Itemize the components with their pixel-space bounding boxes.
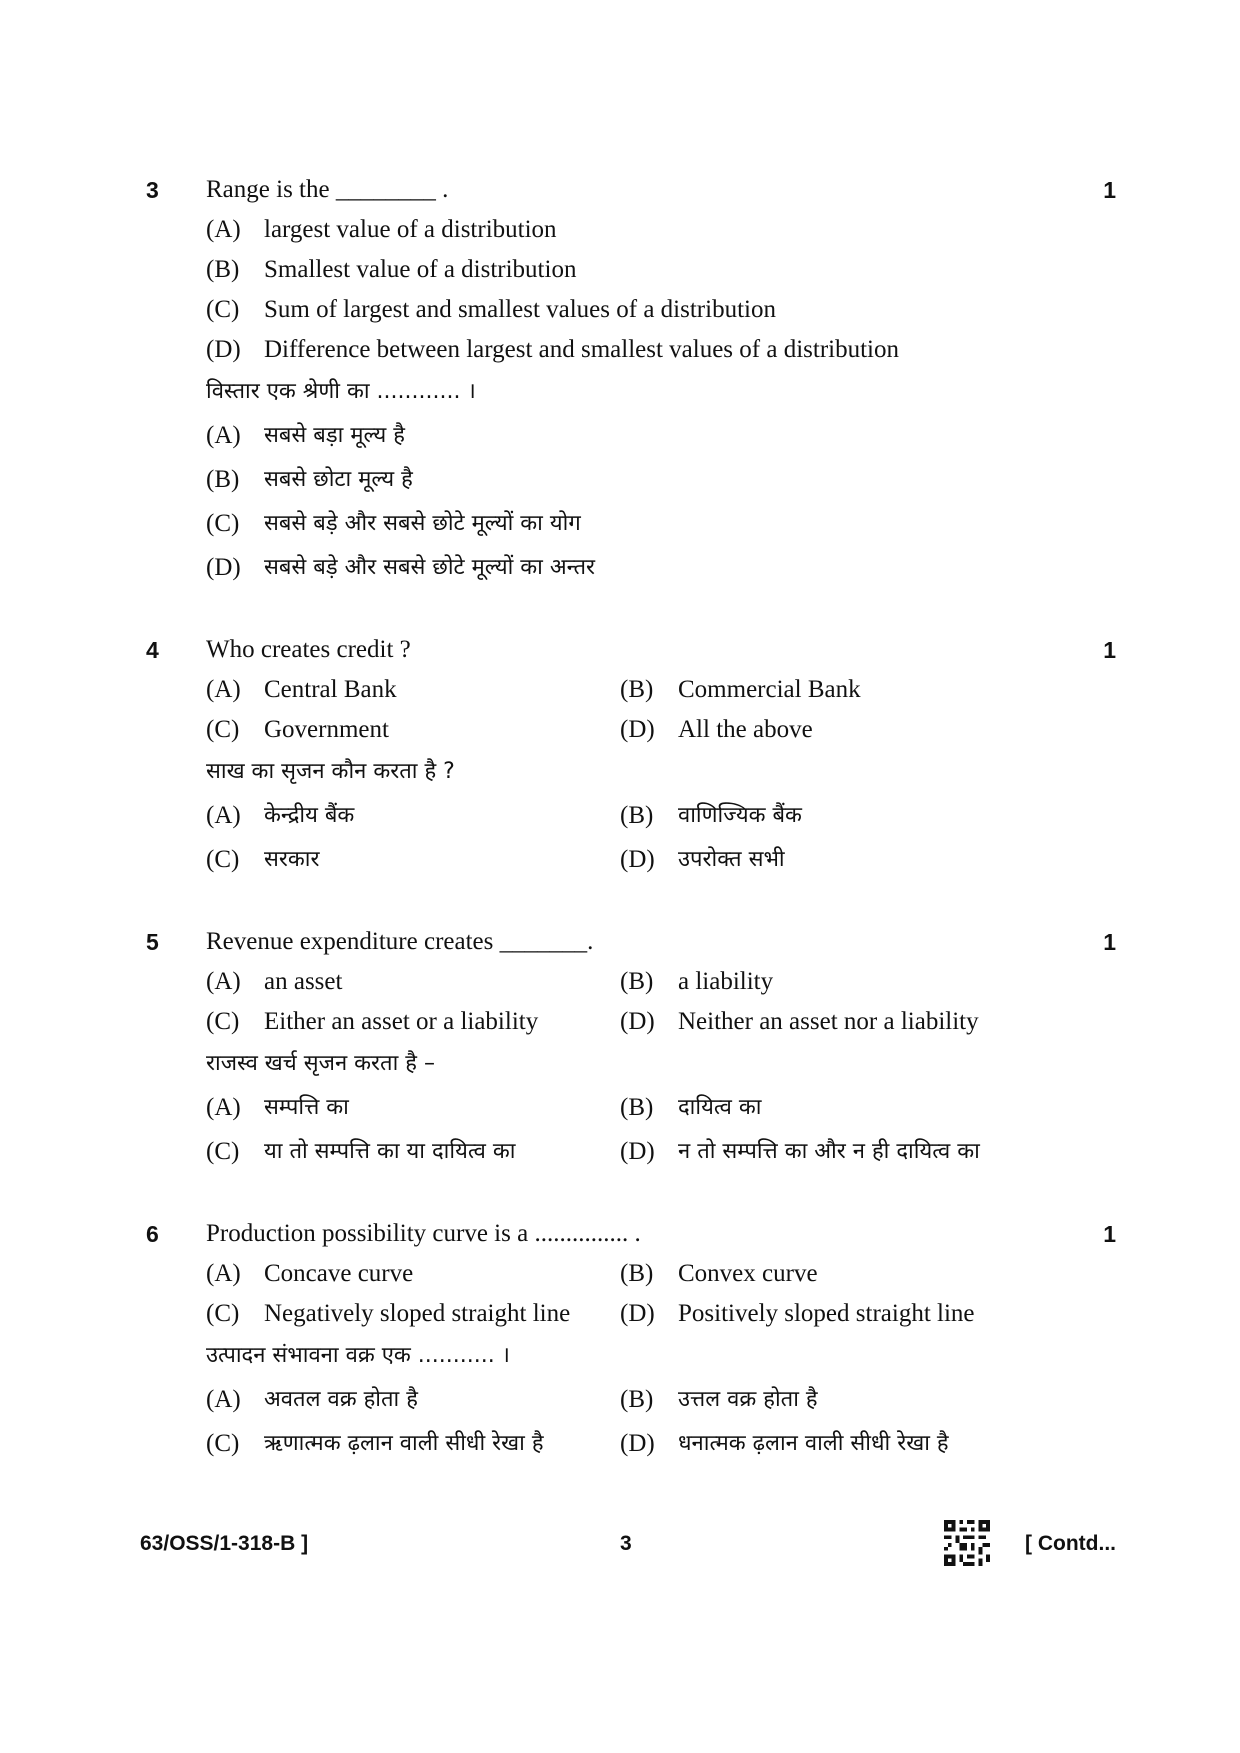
question-number: 5: [146, 929, 159, 955]
page-number: 3: [620, 1532, 632, 1555]
option-label: (C): [206, 1430, 240, 1457]
option-label: (C): [206, 510, 240, 537]
option-text: Difference between largest and smallest values of a distribution: [264, 336, 899, 363]
option-row: [140, 1254, 1120, 1294]
option-text: an asset: [264, 968, 343, 995]
option-text: Smallest value of a distribution: [264, 256, 577, 283]
option-text: Positively sloped straight line: [678, 1300, 975, 1327]
option-row: [140, 210, 1120, 250]
option-text: Sum of largest and smallest values of a distribution: [264, 296, 776, 323]
question-marks: 1: [1103, 1221, 1116, 1247]
option-row: [140, 1294, 1120, 1334]
option-row: [140, 1378, 1120, 1422]
option-label: (A): [206, 1260, 241, 1287]
option-row: [140, 670, 1120, 710]
option-label: (D): [620, 716, 655, 743]
question-marks: 1: [1103, 177, 1116, 203]
option-text: All the above: [678, 716, 813, 743]
option-label: (C): [206, 1300, 240, 1327]
option-row: [140, 794, 1120, 838]
option-row: [140, 1002, 1120, 1042]
question-number: 4: [146, 637, 159, 663]
option-row: [140, 330, 1120, 370]
option-label: (B): [620, 676, 654, 703]
option-text: केन्द्रीय बैंक: [264, 803, 355, 828]
option-label: (D): [206, 554, 241, 581]
question-5: [140, 922, 1120, 1174]
question-number: 6: [146, 1221, 159, 1247]
option-row: [140, 962, 1120, 1002]
question-marks: 1: [1103, 929, 1116, 955]
question-header: [140, 922, 1120, 962]
question-4: [140, 630, 1120, 882]
paper-code: 63/OSS/1-318-B ]: [140, 1532, 309, 1555]
page-footer: [140, 1520, 1120, 1570]
option-label: (C): [206, 846, 240, 873]
option-text: Concave curve: [264, 1260, 414, 1287]
option-label: (C): [206, 1138, 240, 1165]
hindi-question-row: [140, 1334, 1120, 1378]
option-text: धनात्मक ढ़लान वाली सीधी रेखा है: [678, 1431, 949, 1456]
option-row: [140, 838, 1120, 882]
option-text: largest value of a distribution: [264, 216, 557, 243]
option-label: (B): [206, 256, 240, 283]
option-text: उत्तल वक्र होता है: [678, 1387, 818, 1412]
option-text: अवतल वक्र होता है: [264, 1387, 418, 1412]
option-label: (A): [206, 1386, 241, 1413]
question-header: [140, 1214, 1120, 1254]
question-number: 3: [146, 177, 159, 203]
hindi-question-row: [140, 750, 1120, 794]
option-text: a liability: [678, 968, 774, 995]
question-text: Who creates credit ?: [206, 636, 411, 663]
option-label: (C): [206, 716, 240, 743]
question-marks: 1: [1103, 637, 1116, 663]
continued-label: [ Contd...: [1025, 1532, 1116, 1555]
option-label: (D): [620, 1008, 655, 1035]
hindi-question-text: उत्पादन संभावना वक्र एक ........... ।: [206, 1343, 511, 1368]
option-label: (D): [620, 846, 655, 873]
option-row: [140, 458, 1120, 502]
option-label: (D): [206, 336, 241, 363]
option-label: (B): [620, 1260, 654, 1287]
option-text: वाणिज्यिक बैंक: [678, 803, 802, 828]
option-row: [140, 250, 1120, 290]
option-text: सरकार: [264, 847, 320, 872]
option-label: (B): [620, 1094, 654, 1121]
option-text: Negatively sloped straight line: [264, 1300, 571, 1327]
option-row: [140, 1130, 1120, 1174]
option-label: (C): [206, 1008, 240, 1035]
qr-code-icon: [944, 1520, 990, 1566]
question-text: Revenue expenditure creates _______.: [206, 928, 594, 955]
option-row: [140, 546, 1120, 590]
option-text: Government: [264, 716, 389, 743]
option-row: [140, 290, 1120, 330]
option-text: दायित्व का: [678, 1095, 762, 1120]
option-text: ऋणात्मक ढ़लान वाली सीधी रेखा है: [264, 1431, 544, 1456]
option-label: (A): [206, 216, 241, 243]
option-text: सबसे छोटा मूल्य है: [264, 467, 413, 492]
option-text: सबसे बड़े और सबसे छोटे मूल्यों का योग: [264, 511, 581, 536]
option-label: (A): [206, 676, 241, 703]
option-text: न तो सम्पत्ति का और न ही दायित्व का: [678, 1139, 980, 1164]
option-label: (C): [206, 296, 240, 323]
option-text: Convex curve: [678, 1260, 818, 1287]
hindi-question-row: [140, 1042, 1120, 1086]
option-label: (A): [206, 802, 241, 829]
option-label: (A): [206, 422, 241, 449]
option-text: सम्पत्ति का: [264, 1095, 349, 1120]
question-6: [140, 1214, 1120, 1466]
option-label: (B): [620, 802, 654, 829]
option-row: [140, 502, 1120, 546]
option-text: Neither an asset nor a liability: [678, 1008, 979, 1035]
option-label: (B): [620, 1386, 654, 1413]
question-text: Range is the ________ .: [206, 176, 449, 203]
option-label: (D): [620, 1300, 655, 1327]
option-row: [140, 414, 1120, 458]
question-3: [140, 170, 1120, 590]
option-label: (B): [206, 466, 240, 493]
option-label: (D): [620, 1138, 655, 1165]
hindi-question-text: विस्तार एक श्रेणी का ............ ।: [206, 379, 476, 404]
question-header: [140, 170, 1120, 210]
option-text: Either an asset or a liability: [264, 1008, 539, 1035]
hindi-question-text: साख का सृजन कौन करता है ?: [206, 759, 455, 784]
option-text: या तो सम्पत्ति का या दायित्व का: [264, 1139, 516, 1164]
option-label: (A): [206, 968, 241, 995]
option-row: [140, 1086, 1120, 1130]
option-row: [140, 1422, 1120, 1466]
option-text: सबसे बड़ा मूल्य है: [264, 423, 405, 448]
option-text: सबसे बड़े और सबसे छोटे मूल्यों का अन्तर: [264, 555, 595, 580]
option-text: Commercial Bank: [678, 676, 861, 703]
option-text: Central Bank: [264, 676, 397, 703]
option-text: उपरोक्त सभी: [678, 847, 785, 872]
hindi-question-row: [140, 370, 1120, 414]
question-header: [140, 630, 1120, 670]
option-label: (D): [620, 1430, 655, 1457]
hindi-question-text: राजस्व खर्च सृजन करता है –: [206, 1051, 435, 1076]
question-text: Production possibility curve is a ............... .: [206, 1220, 641, 1247]
option-label: (B): [620, 968, 654, 995]
option-label: (A): [206, 1094, 241, 1121]
option-row: [140, 710, 1120, 750]
